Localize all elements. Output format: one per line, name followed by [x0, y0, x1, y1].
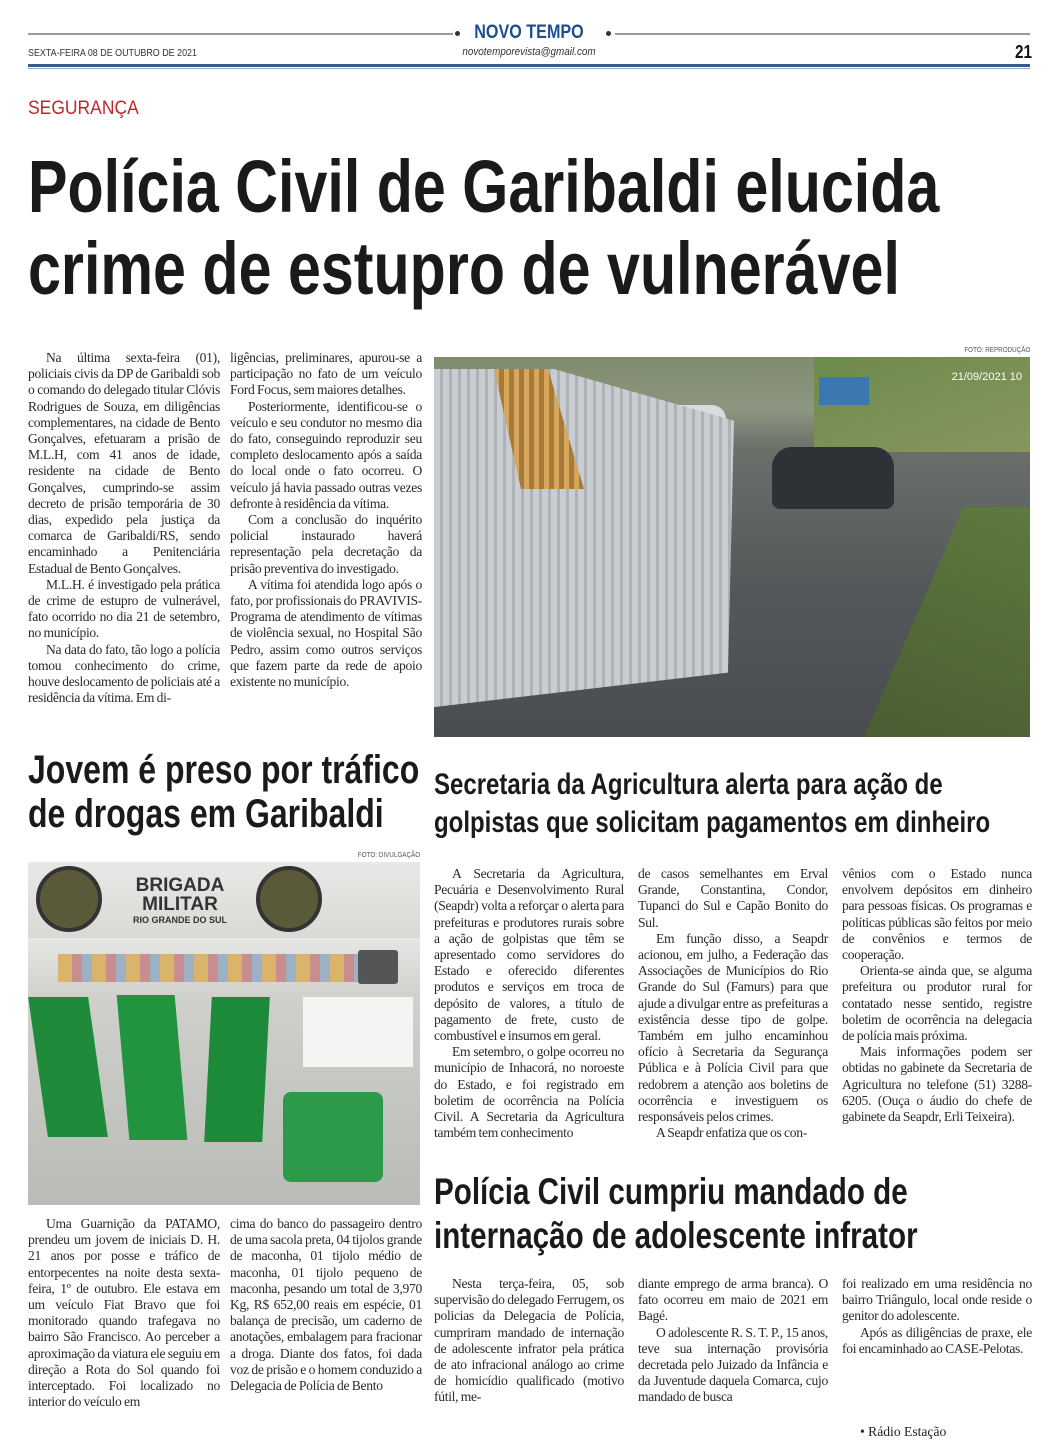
- dark-car: [772, 447, 894, 509]
- paragraph: Uma Guarnição da PATAMO, prendeu um jovem de iniciais D. H. 21 anos por posse e tráfico de entorpecentes na noite desta sexta-feira, 1º de outubro. Ele estava em um veículo Fiat Bravo que foi monitorado quando trafegava no bairro São Francisco. Ao perceber a aproximação da viatura ele seguiu em direção a Rota do Sol quando foi interceptado. Foi localizado no interior do veículo em: [28, 1216, 220, 1410]
- headline-line: internação de adolescente infrator: [434, 1215, 918, 1256]
- paragraph: A Seapdr enfatiza que os con-: [656, 1125, 807, 1141]
- small-brick: [283, 1092, 383, 1182]
- article2-column-2: [230, 1216, 422, 1394]
- banner-text: [120, 876, 240, 926]
- header-divider: [28, 64, 1030, 67]
- headline-line: Polícia Civil de Garibaldi elucida: [28, 145, 940, 228]
- banner: [28, 862, 420, 938]
- notebook: [303, 997, 413, 1067]
- headline-line: Secretaria da Agricultura alerta para ação de: [434, 768, 943, 801]
- scale: [358, 950, 398, 984]
- article4-column-1: [434, 1276, 624, 1406]
- paragraph: foi realizado em uma residência no bairro Triângulo, local onde reside o genitor do adolescente.: [842, 1276, 1032, 1324]
- contact-email: novotemporevista@gmail.com: [462, 46, 596, 58]
- article4-source: • Rádio Estação: [860, 1424, 947, 1439]
- paragraph: Na data do fato, tão logo a polícia tomou conhecimento do crime, houve deslocamento de policiais até a residência da vítima. Em di-: [28, 641, 220, 706]
- truck-box: [434, 369, 734, 714]
- timestamp-overlay: 21/09/2021 10: [951, 371, 1022, 383]
- masthead: NOVO TEMPO: [474, 22, 584, 43]
- cctv-photo: [434, 357, 1030, 737]
- paragraph: A vítima foi atendida logo após o fato, por profissionais do PRAVIVIS- Programa de atendimento de vítimas de violência sexual, no Hospital São Pedro, assim como outros serviços que fazem parte da rede de apoio existente no município.: [230, 576, 422, 690]
- banner-line: MILITAR: [142, 894, 218, 915]
- paragraph: O adolescente R. S. T. P., 15 anos, teve sua internação provisória decretada pelo Juizado da Infância e da Juventude daquela Comarca, cujo mandado de busca: [638, 1324, 828, 1405]
- article4-column-2: [638, 1276, 828, 1406]
- article3-column-1: [434, 866, 624, 1141]
- paragraph: Em função disso, a Seapdr acionou, em julho, a Federação das Associações de Municípios do Rio Grande do Sul (Famurs) para que ajude a divulgar entre as prefeituras a existência desse tipo de golpe. Também em julho encaminhou ofício à Secretaria da Segurança Pública e à Polícia Civil para que redobrem a atenção aos boletins de ocorrência e investiguem os responsáveis pelos crimes.: [638, 930, 828, 1125]
- section-label: SEGURANÇA: [28, 98, 139, 119]
- sign: [819, 377, 869, 405]
- paragraph: Em setembro, o golpe ocorreu no município de Inhacorá, no noroeste do Estado, e foi registrado em boletim de ocorrência na Polícia Civil. A Secretaria da Agricultura também tem conhecimento: [434, 1044, 624, 1141]
- emblem-icon: [256, 866, 322, 932]
- brick: [117, 995, 188, 1140]
- headline-line: Polícia Civil cumpriu mandado de: [434, 1171, 908, 1212]
- emblem-icon: [36, 866, 102, 932]
- article3-column-2: [638, 866, 828, 1141]
- paragraph: M.L.H. é investigado pela prática de crime de estupro de vulnerável, fato ocorrido no dia 21 de setembro, no município.: [28, 576, 220, 641]
- photo-credit: FOTO: DIVULGAÇÃO: [357, 852, 420, 859]
- banner-line: RIO GRANDE DO SUL: [132, 915, 227, 925]
- seizure-photo: [28, 862, 420, 1205]
- headline-line: golpistas que solicitam pagamentos em dinheiro: [434, 806, 991, 839]
- brick: [28, 997, 108, 1137]
- paragraph: Mais informações podem ser obtidas no gabinete da Secretaria de Agricultura no telefone (51) 3288-6205. (Ouça o áudio do chefe de gabinete da Seapdr, Erli Teixeira).: [842, 1044, 1032, 1125]
- issue-date: SEXTA-FEIRA 08 DE OUTUBRO DE 2021: [28, 47, 197, 59]
- article1-column-2: [230, 350, 422, 690]
- paragraph: diante emprego de arma branca). O fato ocorreu em maio de 2021 em Bagé.: [638, 1276, 828, 1324]
- article4-headline: [434, 1170, 918, 1258]
- article1-headline: [28, 146, 939, 310]
- banner-line: BRIGADA: [135, 875, 225, 896]
- headline-line: crime de estupro de vulnerável: [28, 227, 900, 310]
- article2-column-1: [28, 1216, 220, 1410]
- paragraph: Posteriormente, identificou-se o veículo e seu condutor no mesmo dia do fato, conseguindo reproduzir seu completo deslocamento após a saída do local onde o fato ocorreu. O veículo já havia passado outras vezes defronte à residência da vítima.: [230, 398, 422, 511]
- headline-line: Jovem é preso por tráfico: [28, 748, 420, 792]
- paragraph: cima do banco do passageiro dentro de uma sacola preta, 04 tijolos grande de maconha, 01 tijolo médio de maconha, 01 tijolo pequeno de maconha, pesando um total de 3,970 Kg, R$ 652,00 reais em espécie, 01 balança de precisão, um caderno de anotações, embalagem para fracionar a droga. Diante dos fatos, foi dada voz de prisão e o homem conduzido a Delegacia de Polícia de Bento: [230, 1216, 422, 1394]
- photo-credit: FOTO: REPRODUÇÃO: [963, 347, 1030, 354]
- headline-line: de drogas em Garibaldi: [28, 792, 384, 836]
- paragraph: Na última sexta-feira (01), policiais civis da DP de Garibaldi sob o comando do delegado titular Clóvis Rodrigues de Souza, em diligências complementares, na cidade de Bento Gonçalves, efetuaram a prisão de M.L.H, com 41 anos de idade, residente na cidade de Bento Gonçalves, cumprindo-se assim decreto de prisão temporária de 30 dias, expedido pela justiça da comarca de Garibaldi/RS, sendo encaminhado a Penitenciária Estadual de Bento Gonçalves.: [28, 350, 220, 576]
- money: [58, 954, 358, 982]
- paragraph: A Secretaria da Agricultura, Pecuária e Desenvolvimento Rural (Seapdr) volta a reforçar o alerta para prefeituras e produtores rurais sobre a ação de golpistas que têm se apresentado como servidores do Estado e oferecido diferentes produtos e serviços em troca de depósito de valores, a título de pagamento de frete, custo de combustível e insumos em geral.: [434, 866, 624, 1044]
- article1-column-1: [28, 350, 220, 706]
- page-number: 21: [1014, 42, 1032, 62]
- article2-headline: [28, 748, 419, 836]
- paragraph: vênios com o Estado nunca envolvem depósitos em dinheiro para pessoas físicas. Os programas e políticas públicas são feitos por meio de convênios e termos de cooperação.: [842, 866, 1032, 963]
- paragraph: Após as diligências de praxe, ele foi encaminhado ao CASE-Pelotas.: [842, 1324, 1032, 1356]
- brick: [204, 997, 270, 1142]
- paragraph: Com a conclusão do inquérito policial instaurado haverá representação pela decretação da prisão preventiva do investigado.: [230, 512, 422, 576]
- paragraph: Nesta terça-feira, 05, sob supervisão do delegado Ferrugem, os policias da Delegacia de Polícia, cumpriram mandado de internação de adolescente infrator pela prática de ato infracional análogo ao crime de homicídio qualificado (motivo fútil, me-: [434, 1276, 624, 1405]
- header-divider-thin: [28, 68, 1030, 69]
- paragraph: Orienta-se ainda que, se alguma prefeitura ou produtor rural for contatado nesse sentido, registre boletim de ocorrência na delegacia de polícia mais próxima.: [842, 963, 1032, 1044]
- article4-column-3: [842, 1276, 1032, 1357]
- paragraph: ligências, preliminares, apurou-se a participação no fato de um veículo Ford Focus, sem maiores detalhes.: [230, 350, 422, 398]
- article3-headline: [434, 766, 990, 842]
- article3-column-3: [842, 866, 1032, 1125]
- paragraph: de casos semelhantes em Erval Grande, Constantina, Condor, Tupanci do Sul e Capão Bonito do Sul.: [638, 866, 828, 930]
- grass-strip: [864, 507, 1030, 737]
